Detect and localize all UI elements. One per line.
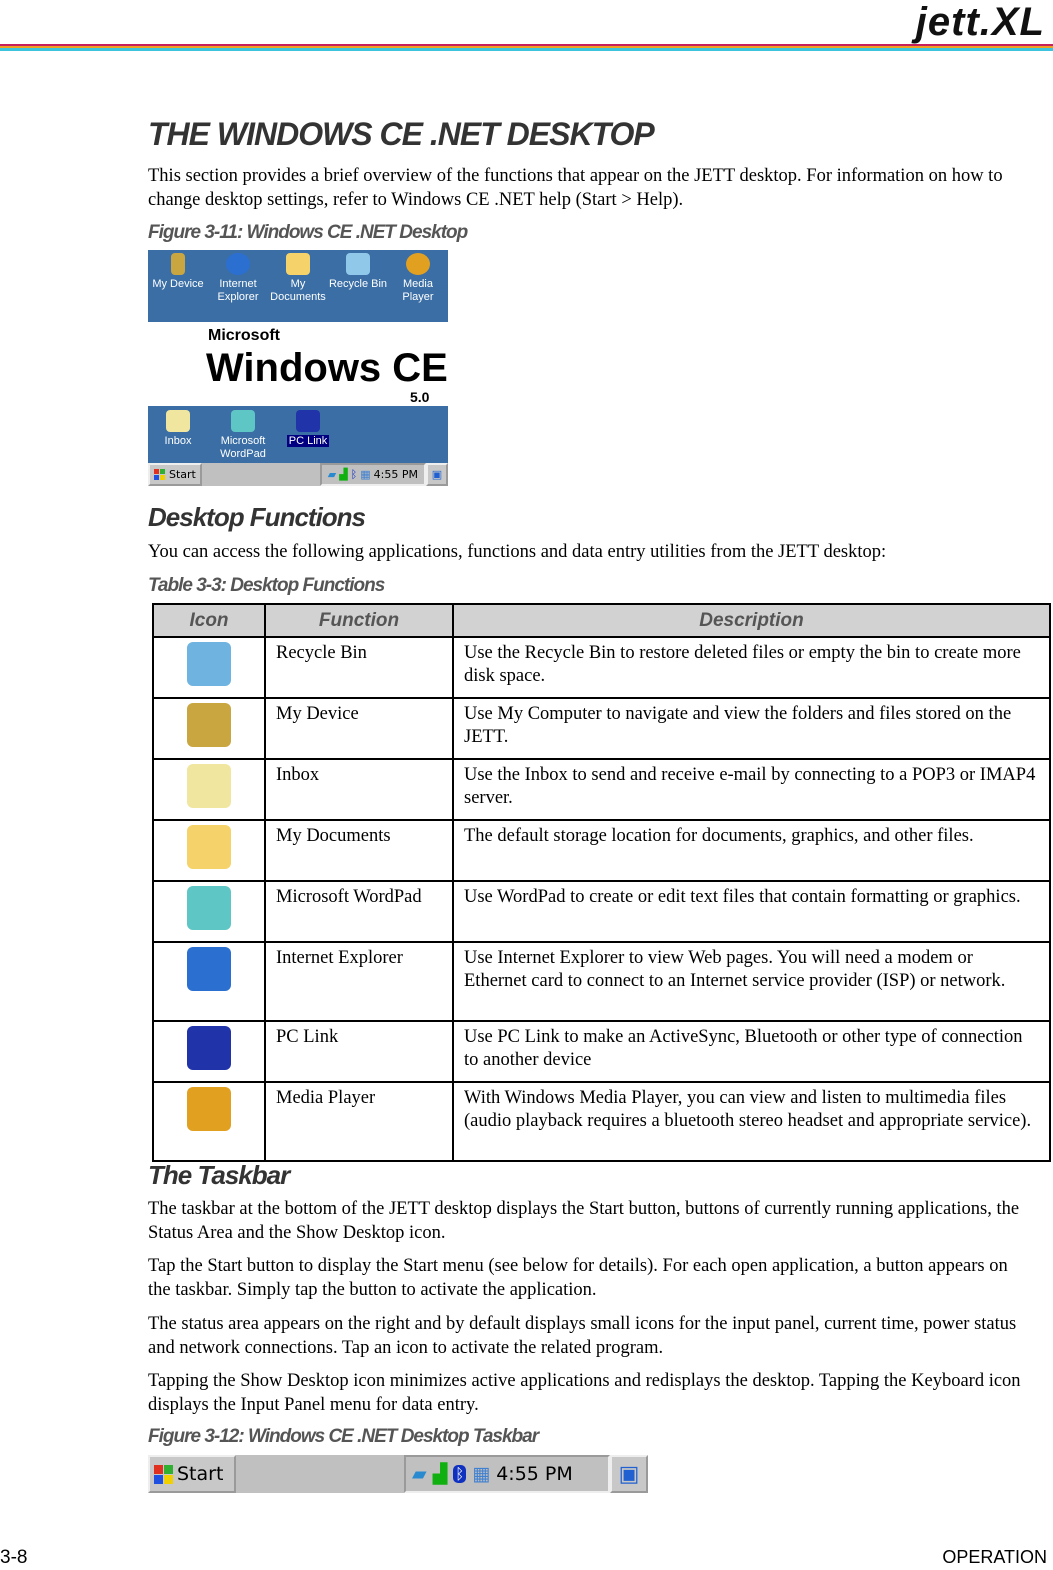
footer-section: OPERATION — [942, 1547, 1047, 1567]
desktop-icon-internet-explorer[interactable]: Internet Explorer — [208, 253, 268, 304]
table-row — [153, 881, 1050, 942]
icon-cell — [153, 698, 265, 759]
page-number: 3-8 — [0, 1547, 28, 1568]
desktop-functions-table — [152, 603, 1051, 1162]
clock[interactable]: 4:55 PM — [373, 468, 418, 481]
description-cell: Use the Recycle Bin to restore deleted files or empty the bin to create more disk space. — [453, 637, 1050, 698]
version-text: 5.0 — [410, 389, 430, 405]
function-cell: My Device — [265, 698, 453, 759]
taskbar — [148, 463, 448, 486]
bluetooth-icon[interactable]: ᛒ — [350, 468, 358, 481]
desktop-screenshot — [148, 250, 448, 486]
jett-xl-logo: jett.XL — [915, 0, 1045, 44]
desktop-icon-my-documents[interactable]: My Documents — [268, 253, 328, 304]
desktop-icon-my-device[interactable]: My Device — [148, 253, 208, 291]
input-panel-icon[interactable]: ▰ — [412, 1463, 427, 1485]
signal-icon[interactable]: ▟ — [432, 1463, 448, 1485]
header-stripe — [0, 48, 1053, 51]
table-row — [153, 759, 1050, 820]
inbox-icon — [187, 764, 231, 808]
function-cell: PC Link — [265, 1021, 453, 1082]
clock[interactable]: 4:55 PM — [496, 1463, 573, 1485]
bluetooth-icon[interactable]: ᛒ — [455, 1465, 465, 1483]
table-row — [153, 698, 1050, 759]
network-icon[interactable]: ▦ — [472, 1463, 491, 1485]
section-title: THE WINDOWS CE .NET DESKTOP — [148, 116, 654, 152]
desktop-icon-recycle-bin[interactable]: Recycle Bin — [328, 253, 388, 291]
wordpad-icon — [187, 886, 231, 930]
function-cell: Microsoft WordPad — [265, 881, 453, 942]
description-cell: Use the Inbox to send and receive e-mail by connecting to a POP3 or IMAP4 server. — [453, 759, 1050, 820]
table-row — [153, 637, 1050, 698]
desktop-icon-media-player[interactable]: Media Player — [388, 253, 448, 304]
network-icon[interactable]: ▦ — [360, 468, 371, 481]
table-caption: Table 3-3: Desktop Functions — [148, 575, 385, 596]
figure-caption: Figure 3-11: Windows CE .NET Desktop — [148, 222, 468, 243]
status-area — [320, 463, 426, 486]
col-header-description: Description — [453, 604, 1050, 637]
status-area — [404, 1455, 610, 1493]
icon-cell — [153, 942, 265, 1021]
taskbar-title: The Taskbar — [148, 1160, 290, 1190]
folder-icon — [187, 825, 231, 869]
col-header-icon: Icon — [153, 604, 265, 637]
show-desktop-button[interactable]: ▣ — [610, 1455, 648, 1493]
taskbar-figure — [148, 1455, 648, 1493]
function-cell: Media Player — [265, 1082, 453, 1161]
desktop-icon-wordpad[interactable]: Microsoft WordPad — [213, 410, 273, 461]
icon-cell — [153, 637, 265, 698]
desktop-icon-pc-link[interactable]: PC Link — [278, 410, 338, 448]
taskbar-paragraph: The status area appears on the right and by default displays small icons for the input panel, current time, power status and network connections. Tap an icon to activate the related program. — [148, 1314, 1017, 1358]
description-cell: Use Internet Explorer to view Web pages. You will need a modem or Ethernet card to connect to an Internet service provider (ISP) or network. — [453, 942, 1050, 1021]
table-row — [153, 1082, 1050, 1161]
table-row — [153, 1021, 1050, 1082]
brand-text: Microsoft — [208, 327, 280, 344]
function-cell: Internet Explorer — [265, 942, 453, 1021]
internet-explorer-icon — [187, 947, 231, 991]
function-cell: Inbox — [265, 759, 453, 820]
taskbar-figure-caption: Figure 3-12: Windows CE .NET Desktop Taskbar — [148, 1426, 539, 1447]
function-cell: Recycle Bin — [265, 637, 453, 698]
recycle-bin-icon — [187, 642, 231, 686]
icon-cell — [153, 881, 265, 942]
desktop-functions-title: Desktop Functions — [148, 502, 366, 532]
intro-text: This section provides a brief overview of the functions that appear on the JETT desktop. For information on how to change desktop settings, refer to Windows CE .NET help (Start > Help). — [148, 166, 1003, 210]
description-cell: The default storage location for documents, graphics, and other files. — [453, 820, 1050, 881]
pc-link-icon — [187, 1026, 231, 1070]
description-cell: Use PC Link to make an ActiveSync, Bluetooth or other type of connection to another device — [453, 1021, 1050, 1082]
signal-icon[interactable]: ▟ — [339, 468, 348, 481]
taskbar-paragraph: Tapping the Show Desktop icon minimizes active applications and redisplays the desktop. Tapping the Keyboard icon displays the Input Panel menu for data entry. — [148, 1371, 1021, 1415]
description-cell: With Windows Media Player, you can view and listen to multimedia files (audio playback requires a bluetooth stereo headset and appropriate service). — [453, 1082, 1050, 1161]
show-desktop-button[interactable]: ▣ — [426, 463, 448, 486]
start-button[interactable]: Start — [148, 1455, 236, 1493]
windows-flag-icon — [154, 469, 165, 480]
input-panel-icon[interactable]: ▰ — [327, 468, 337, 481]
icon-cell — [153, 820, 265, 881]
icon-cell — [153, 1021, 265, 1082]
icon-cell — [153, 1082, 265, 1161]
my-device-icon — [187, 703, 231, 747]
description-cell: Use WordPad to create or edit text files that contain formatting or graphics. — [453, 881, 1050, 942]
media-player-icon — [187, 1087, 231, 1131]
start-button[interactable]: Start — [148, 463, 202, 486]
icon-cell — [153, 759, 265, 820]
brand-main: Windows CE — [206, 346, 448, 390]
col-header-function: Function — [265, 604, 453, 637]
taskbar-paragraph: Tap the Start button to display the Start menu (see below for details). For each open application, a button appears on the taskbar. Simply tap the button to activate the application. — [148, 1256, 1008, 1300]
function-cell: My Documents — [265, 820, 453, 881]
taskbar-paragraph: The taskbar at the bottom of the JETT desktop displays the Start button, buttons of currently running applications, the Status Area and the Show Desktop icon. — [148, 1199, 1020, 1243]
desktop-icon-inbox[interactable]: Inbox — [148, 410, 208, 448]
desktop-functions-text: You can access the following applications, functions and data entry utilities from the JETT desktop: — [148, 542, 887, 562]
description-cell: Use My Computer to navigate and view the folders and files stored on the JETT. — [453, 698, 1050, 759]
windows-flag-icon — [154, 1465, 173, 1484]
table-row — [153, 942, 1050, 1021]
table-row — [153, 820, 1050, 881]
